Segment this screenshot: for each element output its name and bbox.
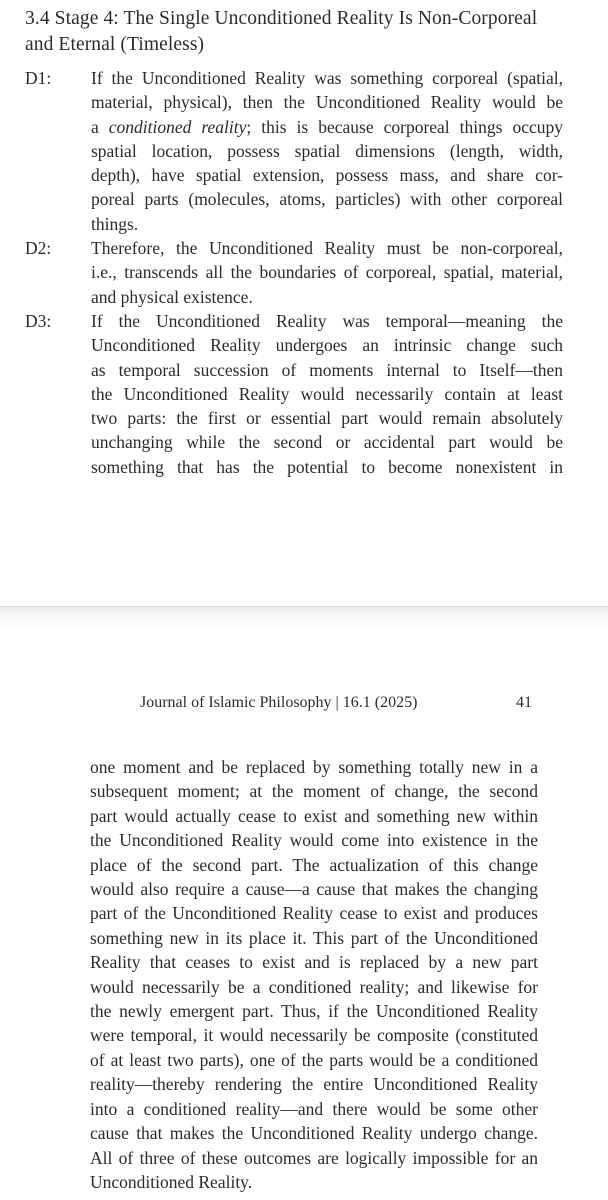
text-line: part would actually cease to exist and something new within	[90, 805, 538, 826]
definition-text	[91, 66, 563, 236]
text-line: subsequent moment; at the moment of change, the second	[90, 781, 538, 802]
text-line: unchanging while the second or accidental part would be	[91, 432, 563, 453]
text-line: Unconditioned Reality.	[90, 1171, 253, 1192]
text-line: something new in its place it. This part of the Unconditioned	[90, 927, 538, 948]
emphasis-term: conditioned reality	[108, 116, 247, 137]
definition-text	[91, 309, 563, 479]
text-line: would necessarily be a conditioned reality; and likewise for	[90, 976, 538, 997]
text-line: the Unconditioned Reality would necessarily contain at least	[91, 383, 563, 404]
text-line: two parts: the first or essential part would remain absolutely	[91, 408, 563, 429]
definition-label: D3:	[25, 311, 52, 331]
page-break-divider	[0, 606, 608, 631]
text-line: cause that makes the Unconditioned Reality undergo change.	[90, 1123, 538, 1144]
text-line: and physical existence.	[91, 286, 253, 307]
text-line: into a conditioned reality—and there would be some other	[90, 1098, 538, 1119]
continuation-paragraph	[90, 755, 538, 1194]
section-heading-line-1: 3.4 Stage 4: The Single Unconditioned Reality Is Non-Corporeal	[25, 8, 538, 29]
text-line: the Unconditioned Reality would come into existence in the	[90, 830, 538, 851]
text-line: Unconditioned Reality undergoes an intrinsic change such	[91, 335, 563, 356]
text-line: reality—thereby rendering the entire Unconditioned Reality	[90, 1074, 538, 1095]
text-line: poreal parts (molecules, atoms, particles) with other corporeal	[91, 189, 563, 210]
text-line: spatial location, possess spatial dimensions (length, width,	[91, 140, 563, 161]
text-line: were temporal, it would necessarily be composite (constituted	[90, 1025, 538, 1046]
text-line: depth), have spatial extension, possess mass, and share cor-	[91, 165, 563, 186]
text-line: one moment and be replaced by something totally new in a	[90, 757, 538, 777]
text-line: Therefore, the Unconditioned Reality must be non-corporeal,	[91, 238, 563, 258]
text-line: If the Unconditioned Reality was something corporeal (spatial,	[91, 68, 563, 88]
text-line: something that has the potential to become nonexistent in	[91, 456, 563, 477]
text-line: If the Unconditioned Reality was temporal—meaning the	[91, 311, 563, 331]
running-head: Journal of Islamic Philosophy | 16.1 (2025)	[140, 694, 418, 711]
section-heading	[25, 6, 595, 58]
text-line: part of the Unconditioned Reality cease to exist and produces	[90, 903, 538, 924]
text-line: All of three of these outcomes are logically impossible for an	[90, 1147, 538, 1168]
page-number: 41	[516, 694, 532, 711]
text-line: as temporal succession of moments internal to Itself—then	[91, 359, 563, 380]
text-fragment: ; this is because corporeal things occupy	[246, 116, 563, 137]
page-bottom	[0, 630, 608, 1200]
text-line: place of the second part. The actualization of this change	[90, 854, 538, 875]
text-line	[91, 115, 563, 139]
definition-label: D1:	[25, 68, 52, 88]
text-line: i.e., transcends all the boundaries of corporeal, spatial, material,	[91, 262, 563, 283]
definition-label: D2:	[25, 238, 52, 258]
text-fragment: a	[91, 116, 109, 137]
text-line: of at least two parts), one of the parts would be a conditioned	[90, 1049, 538, 1070]
section-heading-line-2: and Eternal (Timeless)	[25, 34, 205, 55]
text-line: Reality that ceases to exist and is replaced by a new part	[90, 952, 538, 973]
definition-text	[91, 236, 563, 309]
text-line: material, physical), then the Unconditioned Reality would be	[91, 92, 563, 113]
text-line: would also require a cause—a cause that makes the changing	[90, 879, 538, 900]
text-line: things.	[91, 213, 139, 234]
text-line: the newly emergent part. Thus, if the Unconditioned Reality	[90, 1001, 538, 1022]
